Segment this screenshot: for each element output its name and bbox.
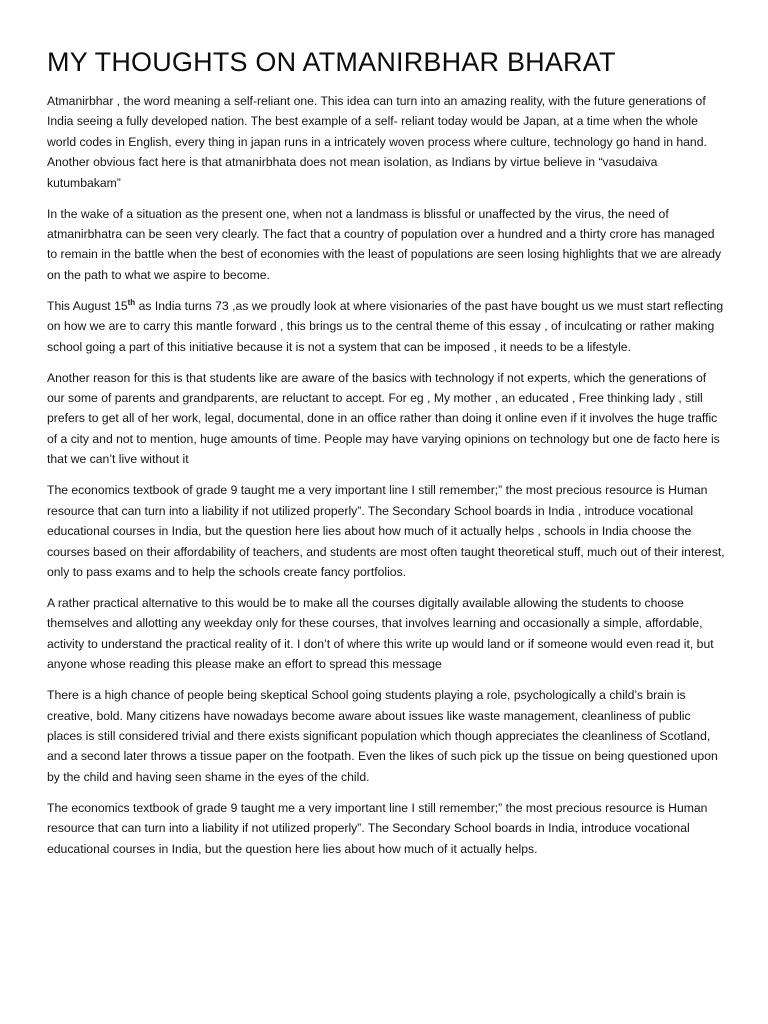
paragraph-5: The economics textbook of grade 9 taught me a very important line I still remember;” the most precious resource is Human resource that can turn into a liability if not utilized properly”. The Secondary School boards in India , introduce vocational educational courses in India, but the question here lies about how much of it actually helps , schools in India choose the courses based on their affordability of teachers, and students are most often taught theoretical stuff, much out of their interest, only to pass exams and to help the schools create fancy portfolios. [47,483,725,579]
paragraph-7: There is a high chance of people being skeptical School going students playing a role, psychologically a child’s brain is creative, bold. Many citizens have nowadays become aware about issues like waste management, cleanliness of public places is still considered trivial and there exists significant population which though appreciates the cleanliness of Scotland, and a second later throws a tissue paper on the footpath. Even the likes of such pick up the tissue on being questioned upon by the child and having seen shame in the eyes of the child. [47,688,718,784]
paragraph-6: A rather practical alternative to this would be to make all the courses digitally available allowing the students to choose themselves and allotting any weekday only for these courses, that involves learning and occasionally a simple, affordable, activity to understand the practical reality of it. I don’t of where this write up would land or if someone would even read it, but anyone whose reading this please make an effort to spread this message [47,595,714,672]
ordinal-suffix: th [127,297,136,307]
paragraph-8: The economics textbook of grade 9 taught me a very important line I still remember;” the most precious resource is Human resource that can turn into a liability if not utilized properly”. The Secondary School boards in India, introduce vocational educational courses in India, but the question here lies about how much of it actually helps. [47,800,708,856]
document-body [47,91,727,870]
paragraph-4: Another reason for this is that students like are aware of the basics with technology if not experts, which the generations of our some of parents and grandparents, are reluctant to accept. For eg , My mother , an educated , Free thinking lady , still prefers to get all of her work, legal, documental, done in an office rather than doing it online even if it involves the huge traffic of a city and not to mention, huge amounts of time. People may have varying opinions on technology but one de facto here is that we can’t live without it [47,370,720,467]
paragraph-3-rest: as India turns 73 ,as we proudly look at where visionaries of the past have bought us we must start reflecting on how we are to carry this mantle forward , this brings us to the central theme of this essay , of inculcating or rather making school going a part of this initiative because it is not a system that can be imposed , it needs to be a lifestyle. [47,298,724,354]
paragraph-1: Atmanirbhar , the word meaning a self-reliant one. This idea can turn into an amazing reality, with the future generations of India seeing a fully developed nation. The best example of a self- reliant today would be Japan, at a time when the whole world codes in English, every thing in japan runs in a intricately woven process where culture, technology go hand in hand. Another obvious fact here is that atmanirbhata does not mean isolation, as Indians by virtue believe in “vasudaiva kutumbakam” [47,94,707,190]
paragraph-3-start: This August 15 [47,298,128,313]
document-title: MY THOUGHTS ON ATMANIRBHAR BHARAT [47,47,616,77]
paragraph-3 [47,296,727,357]
paragraph-2: In the wake of a situation as the present one, when not a landmass is blissful or unaffected by the virus, the need of atmanirbhatra can be seen very clearly. The fact that a country of population over a hundred and a thirty crore has managed to remain in the battle when the best of economies with the least of populations are seen losing highlights that we are already on the path to what we aspire to become. [47,206,722,282]
